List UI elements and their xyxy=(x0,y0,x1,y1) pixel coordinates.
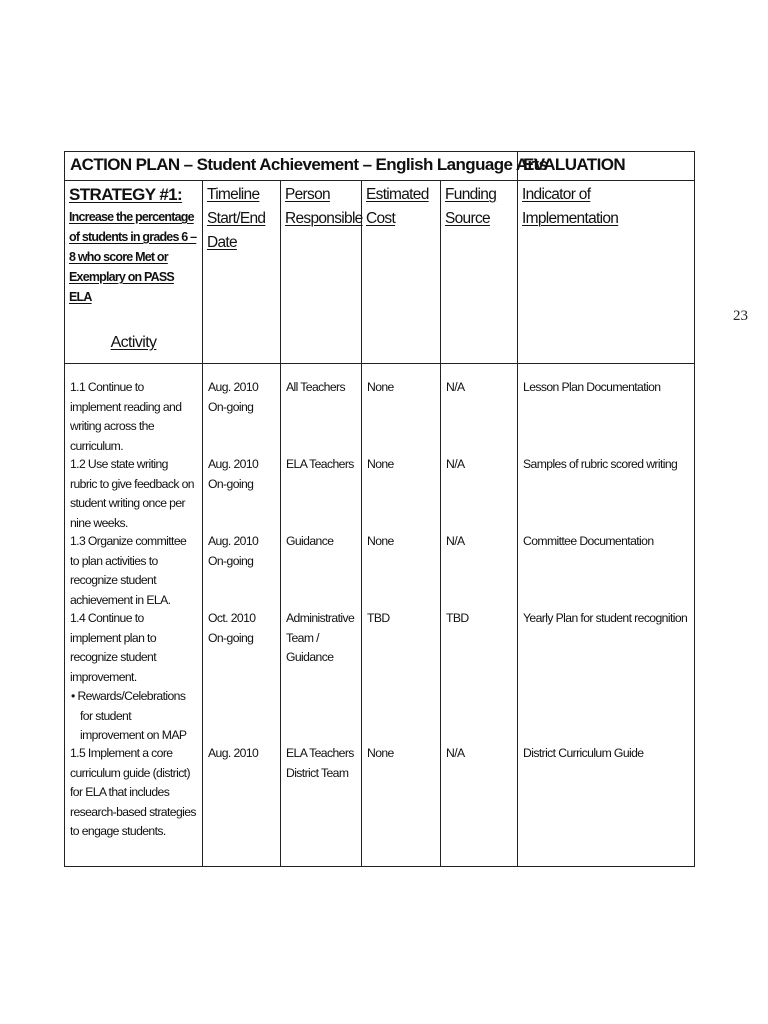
person-1-3: Guidance xyxy=(286,534,334,548)
person-1-5: ELA Teachers District Team xyxy=(286,746,354,780)
activity-1-2: 1.2 Use state writing rubric to give feedback on student writing once per nine weeks. xyxy=(70,457,194,530)
funding-header xyxy=(441,181,518,364)
cost-header xyxy=(362,181,441,364)
cost-1-4: TBD xyxy=(367,611,390,625)
activity-1-4-bullet: • Rewards/Celebrations for student improvement on MAP xyxy=(71,689,187,742)
activities-row xyxy=(65,364,695,867)
indicator-1-5: District Curriculum Guide xyxy=(523,746,644,760)
title-row xyxy=(65,152,695,181)
indicator-1-2: Samples of rubric scored writing xyxy=(523,457,678,471)
evaluation-title: EVALUATION xyxy=(518,152,695,181)
funding-header-label: Funding Source xyxy=(445,186,497,227)
cost-1-5: None xyxy=(367,746,394,760)
funding-1-4: TBD xyxy=(446,611,469,625)
indicator-1-3: Committee Documentation xyxy=(523,534,654,548)
page-number: 23 xyxy=(733,308,748,324)
cost-1-1: None xyxy=(367,380,394,394)
cost-1-3: None xyxy=(367,534,394,548)
column-header-row xyxy=(65,181,695,364)
person-column xyxy=(281,364,362,867)
timeline-header-label: Timeline Start/End Date xyxy=(207,186,266,251)
timeline-1-4: Oct. 2010 On-going xyxy=(208,611,256,645)
strategy-title: STRATEGY #1: xyxy=(69,185,183,204)
funding-1-5: N/A xyxy=(446,746,465,760)
activity-1-3: 1.3 Organize committee to plan activities to recognize student achievement in ELA. xyxy=(70,534,187,607)
timeline-header xyxy=(203,181,281,364)
strategy-header xyxy=(65,181,203,364)
funding-column xyxy=(441,364,518,867)
activity-1-4-text: 1.4 Continue to implement plan to recognize student improvement. xyxy=(70,611,157,684)
indicator-1-4: Yearly Plan for student recognition xyxy=(523,611,688,625)
indicator-1-1: Lesson Plan Documentation xyxy=(523,380,661,394)
indicator-header xyxy=(518,181,695,364)
person-1-4: Administrative Team / Guidance xyxy=(286,611,355,664)
funding-1-1: N/A xyxy=(446,380,465,394)
cost-header-label: Estimated Cost xyxy=(366,186,429,227)
activity-column xyxy=(65,364,203,867)
indicator-column xyxy=(518,364,695,867)
funding-1-3: N/A xyxy=(446,534,465,548)
action-plan-table xyxy=(64,151,695,867)
timeline-column xyxy=(203,364,281,867)
timeline-1-3: Aug. 2010 On-going xyxy=(208,534,259,568)
timeline-1-2: Aug. 2010 On-going xyxy=(208,457,259,491)
activity-1-4 xyxy=(70,609,197,744)
timeline-1-1: Aug. 2010 On-going xyxy=(208,380,259,414)
person-1-1: All Teachers xyxy=(286,380,345,394)
activity-1-1: 1.1 Continue to implement reading and writing across the curriculum. xyxy=(70,380,182,453)
cost-1-2: None xyxy=(367,457,394,471)
strategy-description: Increase the percentage of students in grades 6 – 8 who score Met or Exemplary on PASS ELA xyxy=(69,210,197,304)
person-header xyxy=(281,181,362,364)
person-header-label: Person Responsible xyxy=(285,186,363,227)
activity-1-5: 1.5 Implement a core curriculum guide (district) for ELA that includes research-based strategies to engage students. xyxy=(70,746,196,838)
person-1-2: ELA Teachers xyxy=(286,457,354,471)
timeline-1-5: Aug. 2010 xyxy=(208,746,259,760)
plan-title: ACTION PLAN – Student Achievement – English Language Arts xyxy=(65,152,518,181)
funding-1-2: N/A xyxy=(446,457,465,471)
indicator-header-label: Indicator of Implementation xyxy=(522,186,619,227)
activity-label: Activity xyxy=(110,334,157,351)
cost-column xyxy=(362,364,441,867)
